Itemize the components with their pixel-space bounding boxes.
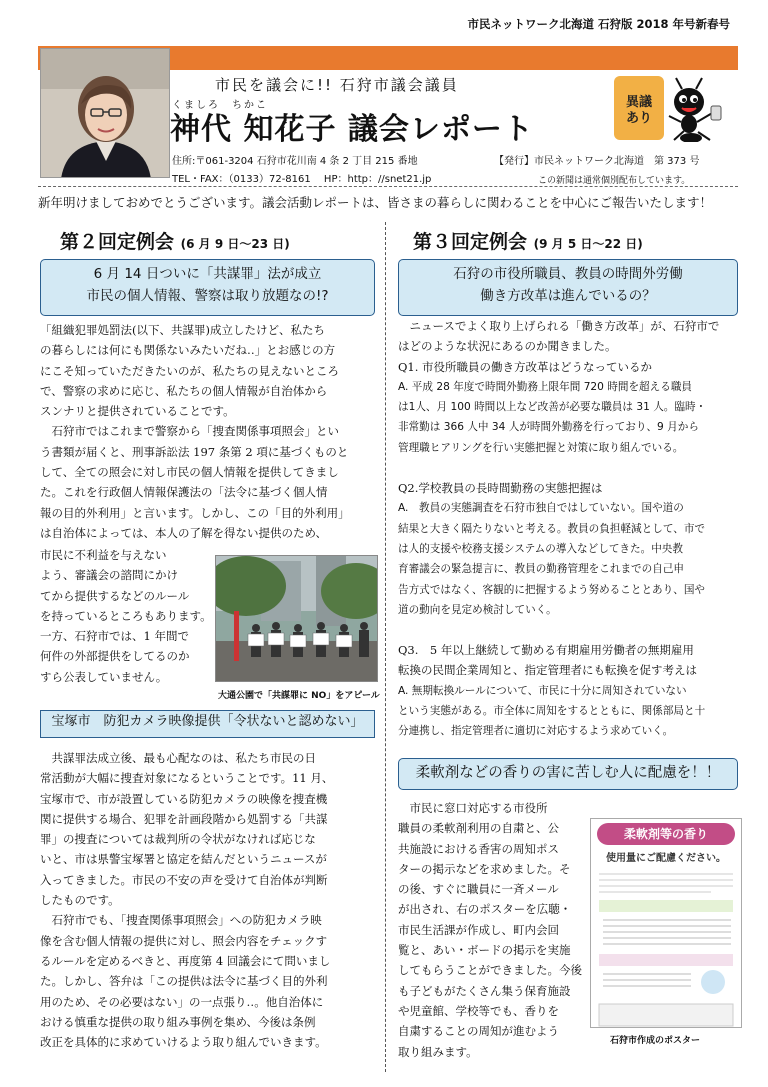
answer-line: 育審議会の緊急提言に、教員の勤務管理をこれまでの自己申 [398, 563, 685, 576]
takarazuka-article [40, 748, 380, 1052]
text-line: 「組織犯罪処罰法(以下、共謀罪)成立したけど、私たち [40, 323, 325, 337]
odori-park-photo [215, 555, 378, 682]
text-line: してもらうことができました。今後 [398, 963, 582, 978]
section-title-text: 第２回定例会 [60, 231, 175, 253]
headline-line-2: 働き方改革は進んでいるの？ [480, 288, 656, 304]
section-title-text: 第３回定例会 [413, 231, 528, 253]
text-line: すら公表していません。 [40, 669, 168, 684]
spacer [398, 458, 743, 478]
address-line: 住所:〒061-3204 石狩市花川南 4 条 2 丁目 215 番地 [172, 156, 418, 167]
contact-line: TEL・FAX：（0133）72-8161 HP：http：//snet21.jp [172, 174, 432, 185]
text-line: よう、審議会の諮問にかけ [40, 568, 178, 583]
headline-line-2: 市民の個人情報、警察は取り放題なの!? [86, 288, 329, 304]
text-line: 取り組みます。 [398, 1044, 478, 1059]
spacer [398, 620, 743, 640]
answer-line: 管理職ヒアリングを行い実態把握と対策に取り組んでいる。 [398, 441, 684, 454]
question-2: Q2.学校教員の長時間勤務の実態把握は [398, 481, 603, 496]
text-line: して、全ての照会に対し市民の個人情報を提供してきまし [40, 465, 339, 480]
text-line: にこそ知っていただきたいのが、私たちの見えないところ [40, 363, 339, 378]
answer-line: 告方式ではなく、客観的に把握するよう努めることとあり、国や [398, 583, 706, 596]
text-line: したものです。 [40, 893, 120, 908]
fragrance-article [398, 798, 590, 1062]
answer-line: 道の動向を見定め検討していく。 [398, 603, 557, 616]
text-line: 何件の外部提供をしてるのか [40, 649, 190, 664]
text-line: ターの掲示などを求めました。そ [398, 861, 571, 876]
photo-caption: 大通公園で「共謀罪に NO」をアピール [218, 691, 380, 701]
text-line: た。しかし、答弁は「この提供は法令に基づく目的外利 [40, 974, 328, 989]
publisher-line: 【発行】市民ネットワーク北海道 第 373 号 [494, 156, 700, 167]
text-line: 石狩市ではこれまで警察から「捜査関係事項照会」とい [40, 424, 339, 439]
text-line: で、警察の求めに応じ、私たちの個人情報が自治体から [40, 383, 328, 398]
header-subtitle: 市民を議会に!! 石狩市議会議員 [215, 76, 459, 94]
text-line: 職員の柔軟剤利用の自粛と、公 [398, 821, 559, 836]
answer-line: A. 平成 28 年度で時間外勤務上限年間 720 時間を超える職員 [398, 380, 693, 393]
kyobo-headline-box [40, 259, 375, 316]
text-line: 関に提供する場合、犯罪を計画段階から処罰する「共謀 [40, 811, 328, 826]
text-line: 石狩市でも、「捜査関係事項照会」への防犯カメラ映 [40, 913, 322, 928]
answer-line: は人的支援や校務支援システムの導入などしてきた。中央教 [398, 542, 683, 555]
text-line: 一方、石狩市では、1 年間で [40, 629, 189, 644]
text-line: るルールを定めるべきと、再度第 4 回議会にて問いまし [40, 953, 331, 968]
text-line: の暮らしには何にも関係ないみたいだね‥」とお感じの方 [40, 343, 336, 358]
kyobo-article-para1 [40, 320, 380, 543]
headline-line-1: 6 月 14 日ついに「共謀罪」法が成立 [93, 266, 322, 282]
poster-caption: 石狩市作成のポスター [610, 1036, 701, 1046]
text-line: 市民に不利益を与えない [40, 548, 167, 562]
text-line: 共施設における香害の周知ポス [398, 841, 559, 856]
name-ruby: くましろ ちかこ [172, 100, 268, 111]
text-line: 宝塚市で、市が設置している防犯カメラの映像を捜査機 [40, 791, 328, 806]
poster-title: 柔軟剤等の香り [597, 823, 735, 845]
question-3: Q3. 5 年以上継続して勤める有期雇用労働者の無期雇用 [398, 643, 694, 658]
text-line: は自治体によっては、本人の了解を得ない提供のため、 [40, 525, 328, 540]
text-line: 用のため、その必要はない」の一点張り‥。他自治体に [40, 994, 324, 1009]
text-line: いと、市は県警宝塚署と協定を結んだというニュースが [40, 852, 327, 867]
text-line: う書類が届くと、刑事訴訟法 197 条第 2 項に基づくものと [40, 444, 349, 459]
text-line: も子どもがたくさん集う保育施設 [398, 983, 571, 998]
text-line: 像を含む個人情報の提供に対し、照会内容をチェックす [40, 933, 328, 948]
text-line: 入ってきました。市民の不安の声を受けて自治体が判断 [40, 872, 328, 887]
text-line: 罪」の捜査については裁判所の令状がなければ応じな [40, 832, 316, 847]
text-line: はどのような状況にあるのか聞きました。 [398, 339, 617, 354]
text-line: スンナリと提供されていることです。 [40, 404, 235, 419]
overtime-article [398, 316, 743, 742]
igi-ari-logo [614, 76, 724, 142]
question-3: 転換の民間企業周知と、指定管理者にも転換を促す考えは [398, 663, 697, 678]
text-line: おける慎重な提供の取り組み事例を集め、今後は条例 [40, 1014, 316, 1029]
text-line: 改正を具体的に求めていけるよう取り組んでいきます。 [40, 1035, 327, 1050]
text-line: 自粛することの周知が進むよう [398, 1024, 559, 1039]
page-title: 神代 知花子 議会レポート [170, 112, 534, 147]
text-line: 常活動が大幅に捜査対象になるということです。11 月、 [40, 771, 334, 786]
header-divider [38, 186, 738, 187]
section-date: (9 月 5 日～22 日) [533, 237, 643, 251]
text-line: や児童館、学校等でも、香りを [398, 1003, 559, 1018]
answer-line: 結果と大きく隔たりないと考える。教員の負担軽減として、市で [398, 522, 706, 535]
text-line: ニュースでよく取り上げられる「働き方改革」が、石狩市で [398, 319, 720, 333]
answer-line: 非常勤は 366 人中 34 人が時間外勤務を行っており、9 月から [398, 421, 699, 434]
text-line: 報の目的外利用」と言います。しかし、この「目的外利用」 [40, 505, 350, 520]
answer-line: は1人、月 100 時間以上など改善が必要な職員は 31 人。臨時・ [398, 401, 707, 414]
section-title-2nd-session [60, 227, 290, 254]
distribution-note: この新聞は通常個別配布しています。 [538, 176, 691, 186]
answer-line: A. 教員の実態調査を石狩市独自ではしていない。国や道の [398, 502, 684, 515]
kyobo-article-narrow [40, 545, 212, 687]
overtime-headline-box [398, 259, 738, 316]
headline-line-1: 石狩の市役所職員、教員の時間外労働 [453, 266, 683, 282]
councilor-photo [40, 48, 170, 178]
text-line: 市民に窓口対応する市役所 [398, 801, 548, 815]
text-line: 共謀罪法成立後、最も心配なのは、私たち市民の日 [40, 751, 316, 765]
text-line: を持っているところもあります。 [40, 608, 212, 623]
text-line: た。これを行政個人情報保護法の「法令に基づく個人情 [40, 485, 328, 500]
answer-line: という実態がある。市全体に周知をするとともに、関係部局と十 [398, 705, 706, 718]
edition-label: 市民ネットワーク北海道 石狩版 2018 年号新春号 [467, 17, 730, 31]
question-1: Q1. 市役所職員の働き方改革はどうなっているか [398, 359, 653, 374]
takarazuka-headline-box: 宝塚市 防犯カメラ映像提供「令状ないと認めない」 [40, 710, 375, 738]
text-line: 市民生活課が作成し、町内会回 [398, 922, 559, 937]
fragrance-headline-box: 柔軟剤などの香りの害に苦しむ人に配慮を！！ [398, 758, 738, 790]
text-line: が出され、右のポスターを広聴・ [398, 902, 572, 917]
poster-subtitle: 使用量にご配慮ください。 [606, 853, 726, 864]
column-divider [385, 222, 386, 1072]
answer-line: 分連携し、指定管理者に適切に対応するよう求めていく。 [398, 725, 674, 738]
answer-line: A. 無期転換ルールについて、市民に十分に周知されていない [398, 684, 687, 697]
section-title-3rd-session [413, 227, 643, 254]
section-date: (6 月 9 日～23 日) [180, 237, 290, 251]
new-year-greeting: 新年明けましておめでとうございます。議会活動レポートは、皆さまの暮らしに関わることを中心にご報告いたします！ [38, 195, 713, 210]
text-line: の後、すぐに職員に一斉メール [398, 882, 559, 897]
text-line: 覧と、あい・ボードの掲示を実施 [398, 943, 571, 958]
fragrance-poster [590, 818, 742, 1028]
logo-text: 異議あり [625, 95, 653, 126]
text-line: てから提供するなどのルール [40, 588, 190, 603]
